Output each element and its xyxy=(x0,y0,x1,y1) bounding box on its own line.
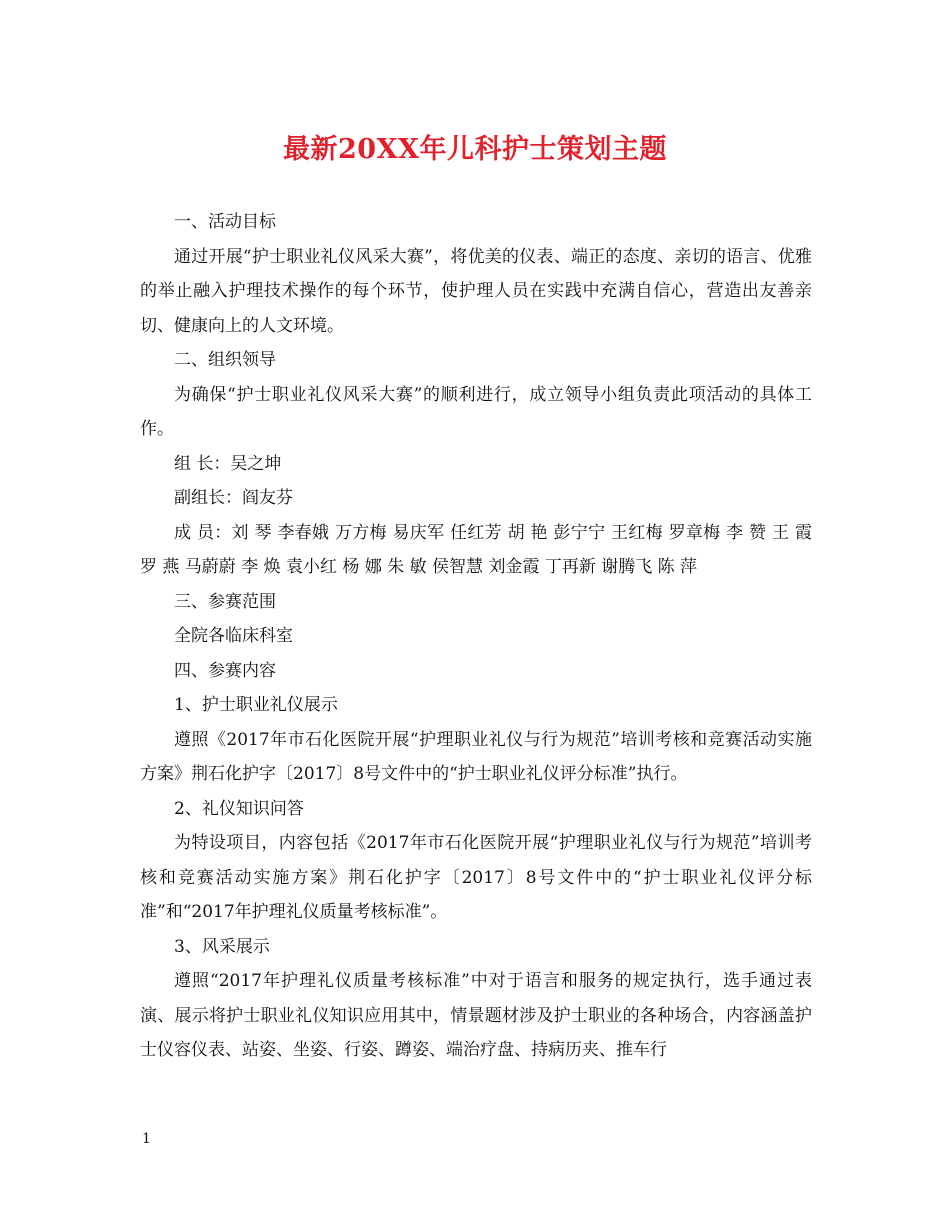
section-heading-organization: 二、组织领导 xyxy=(174,350,276,370)
subheading-knowledge-quiz: 2、礼仪知识问答 xyxy=(174,798,304,819)
deputy-leader: 副组长：阎友芬 xyxy=(174,488,293,508)
page-number: 1 xyxy=(142,1131,151,1147)
subheading-style-show: 3、风采展示 xyxy=(174,936,270,957)
team-members: 成 员：刘 琴 李春娥 万方梅 易庆军 任红芳 胡 艳 彭宁宁 王红梅 罗章梅 李 赞 王 霞 罗 燕 马蔚蔚 李 焕 袁小红 杨 娜 朱 敏 侯智慧 刘金霞 丁再新 谢腾飞 陈 萍 xyxy=(140,522,812,577)
paragraph-scope: 全院各临床科室 xyxy=(174,626,293,646)
paragraph-etiquette-display: 遵照《2017年市石化医院开展“护理职业礼仪与行为规范”培训考核和竞赛活动实施方案》荆石化护字〔2017〕8号文件中的“护士职业礼仪评分标准”执行。 xyxy=(140,729,812,784)
team-leader: 组 长：吴之坤 xyxy=(174,453,282,474)
section-heading-scope: 三、参赛范围 xyxy=(174,591,276,612)
paragraph-organization: 为确保“护士职业礼仪风采大赛”的顺利进行，成立领导小组负责此项活动的具体工作。 xyxy=(140,384,812,439)
section-heading-content: 四、参赛内容 xyxy=(174,660,276,681)
section-heading-goal: 一、活动目标 xyxy=(174,212,276,232)
subheading-etiquette-display: 1、护士职业礼仪展示 xyxy=(174,695,338,715)
document-title: 最新20XX年儿科护士策划主题 xyxy=(283,134,667,165)
paragraph-goal: 通过开展“护士职业礼仪风采大赛”，将优美的仪表、端正的态度、亲切的语言、优雅的举止融入护理技术操作的每个环节，使护理人员在实践中充满自信心，营造出友善亲切、健康向上的人文环境。 xyxy=(140,246,812,336)
paragraph-style-show: 遵照“2017年护理礼仪质量考核标准”中对于语言和服务的规定执行，选手通过表演、展示将护士职业礼仪知识应用其中，情景题材涉及护士职业的各种场合，内容涵盖护士仪容仪表、站姿、坐姿、行姿、蹲姿、端治疗盘、持病历夹、推车行 xyxy=(140,971,812,1060)
paragraph-knowledge-quiz: 为特设项目，内容包括《2017年市石化医院开展“护理职业礼仪与行为规范”培训考核和竞赛活动实施方案》荆石化护字〔2017〕8号文件中的“护士职业礼仪评分标准”和“2017年护理礼仪质量考核标准”。 xyxy=(140,833,812,922)
document-body xyxy=(140,205,812,1068)
